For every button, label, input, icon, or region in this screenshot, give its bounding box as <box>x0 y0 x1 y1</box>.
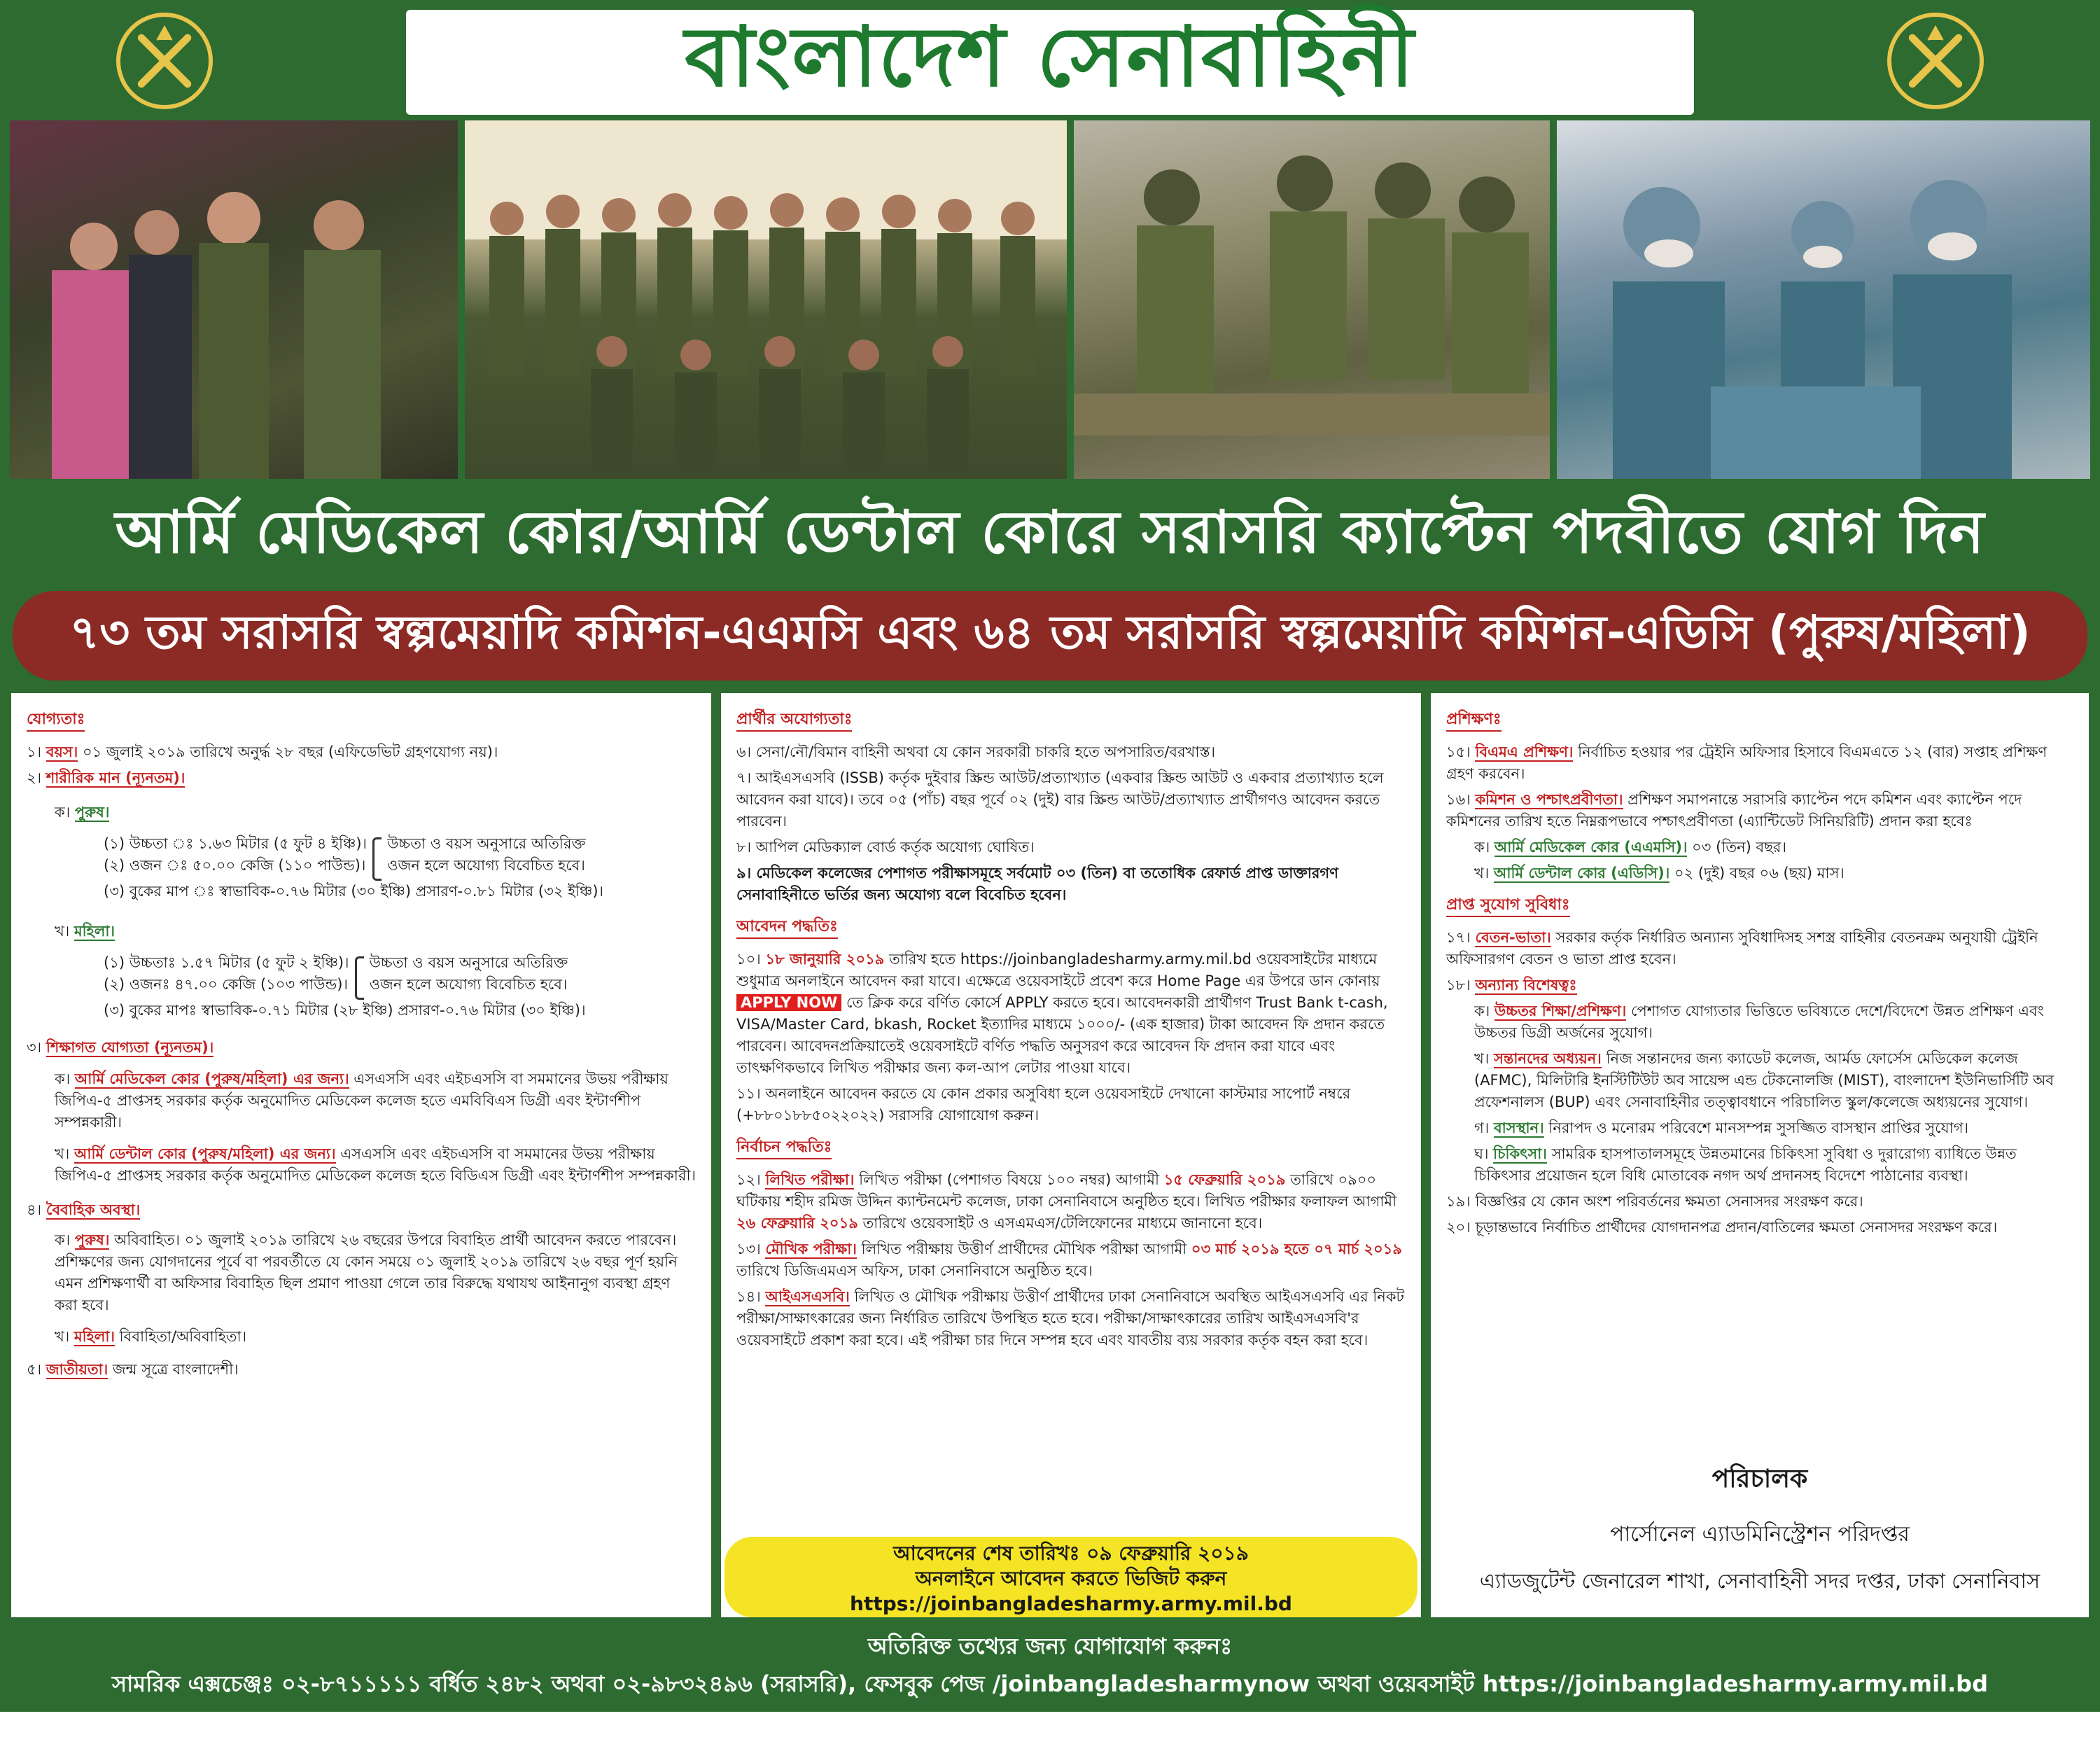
item-number: ক। <box>1474 839 1490 856</box>
item-number: ১। <box>27 744 42 760</box>
age-text: ০১ জুলাই ২০১৯ তারিখে অনুর্দ্ধ ২৮ বছর (এফিডেভিট গ্রহণযোগ্য নয়)। <box>82 744 498 760</box>
photo-ceremony <box>10 120 458 479</box>
item-number: ১২। <box>736 1171 761 1188</box>
photo-surgery <box>1557 120 2090 479</box>
edu-amc-text: এসএসসি এবং এইচএসসি বা সমমানের উভয় পরীক্ষায় জিপিএ-৫ প্রাপ্তসহ সরকার কর্তৃক অনুমোদিত মেডিকেল কলেজ হতে এমবিবিএস ডিগ্রী এবং ইন্টার্ণশীপ সম্পন্নকারী। <box>55 1070 668 1131</box>
marital-female-text: বিবাহিতা/অবিবাহিতা। <box>119 1328 247 1345</box>
item-number: খ। <box>1474 865 1490 881</box>
female-note-1: উচ্চতা ও বয়স অনুসারে অতিরিক্ত <box>369 954 568 971</box>
item-number: ক। <box>55 1232 71 1248</box>
children-study-text: নিজ সন্তানদের জন্য ক্যাডেট কলেজ, আর্মড ফোর্সেস মেডিকেল কলেজ (AFMC), মিলিটারি ইনস্টিটিউট অব সায়েন্স এন্ড টেকনোলজি (MIST), বাংলাদেশ ইউনিভার্সিটি অব প্রফেশনালস (BUP) এবং সেনাবাহিনীর তত্ত্বাবধানে পরিচালিত স্কুল/কলেজে অধ্যয়নের সুযোগ। <box>1474 1050 2054 1110</box>
header <box>0 0 2100 119</box>
page-title: বাংলাদেশ সেনাবাহিনী <box>685 8 1415 105</box>
label-marital-female: মহিলা। <box>74 1328 115 1345</box>
label-amc-seniority: আর্মি মেডিকেল কোর (এএমসি)। <box>1494 839 1688 856</box>
item-6: ৬। সেনা/নৌ/বিমান বাহিনী অথবা যে কোন সরকারী চাকরি হতে অপসারিত/বরখাস্ত। <box>736 744 1216 760</box>
item-12-text-a: লিখিত পরীক্ষা (পেশাগত বিষয়ে ১০০ নম্বর) আগামী <box>859 1171 1159 1188</box>
label-nationality: জাতীয়তা। <box>46 1361 108 1378</box>
headline-main-text: আর্মি মেডিকেল কোর/আর্মি ডেন্টাল কোরে সরাসরি ক্যাপ্টেন পদবীতে যোগ দিন <box>115 497 1985 566</box>
label-salary: বেতন-ভাতা। <box>1475 929 1551 946</box>
item-number: গ। <box>1474 1119 1490 1136</box>
item-number: খ। <box>1474 1050 1490 1067</box>
director-branch: এ্যাডজুটেন্ট জেনারেল শাখা, সেনাবাহিনী সদর দপ্তর, ঢাকা সেনানিবাস <box>1479 1569 2040 1593</box>
label-children-study: সন্তানদের অধ্যয়ন। <box>1494 1050 1602 1067</box>
apply-now-badge: APPLY NOW <box>736 994 841 1011</box>
label-adc-seniority: আর্মি ডেন্টাল কোর (এডিসি)। <box>1494 865 1670 881</box>
photo-cadets <box>465 120 1067 479</box>
item-9: ৯। মেডিকেল কলেজের পেশাগত পরীক্ষাসমূহে সর্বমোট ০৩ (তিন) বা ততোধিক রেফার্ড প্রাপ্ত ডাক্তারগণ সেনাবাহিনীতে ভর্তির জন্য অযোগ্য বলে বিবেচিত হবেন। <box>736 865 1338 903</box>
viva-date: ০৩ মার্চ ২০১৯ হতে ০৭ মার্চ ২০১৯ <box>1191 1241 1402 1257</box>
footer-contact-details: সামরিক এক্সচেঞ্জঃ ০২-৮৭১১১১১ বর্ধিত ২৪৮২ অথবা ০২-৯৮৩২৪৯৬ (সরাসরি), ফেসবুক পেজ /joinbangladesharmynow অথবা ওয়েবসাইট https://joinbangladesharmy.army.mil.bd <box>112 1670 1988 1697</box>
marital-male-text: অবিবাহিত। ০১ জুলাই ২০১৯ তারিখে ২৬ বছরের উপরে বিবাহিত প্রার্থী আবেদন করতে পারবেন। প্রশিক্ষণের জন্য যোগদানের পূর্বে বা পরবর্তীতে যে কোন সময়ে ০১ জুলাই ২০১৯ তারিখে ২৬ বছর পূর্ণ হয়নি এমন প্রশিক্ষণার্থী বা অফিসার বিবাহিত ছিল প্রমাণ পাওয়া গেলে তার বিরুদ্ধে যথাযথ আইনানুগ ব্যবস্থা গ্রহণ করা হবে। <box>55 1232 678 1313</box>
item-19: ১৯। বিজ্ঞপ্তির যে কোন অংশ পরিবর্তনের ক্ষমতা সেনাসদর সংরক্ষণ করে। <box>1446 1193 1863 1210</box>
label-bma: বিএমএ প্রশিক্ষণ। <box>1475 744 1574 760</box>
item-7: ৭। আইএসএসবি (ISSB) কর্তৃক দুইবার স্ক্রিন্ড আউট/প্রত্যাখ্যাত (একবার স্ক্রিন্ড আউট ও একবার প্রত্যাখ্যাত হলে আবেদন করা যাবে)। তবে ০৫ (পাঁচ) বছর পূর্বে ০২ (দুই) বার স্ক্রিন্ড আউট/প্রত্যাখ্যাত প্রার্থীগণও আবেদন করতে পারবেন। <box>736 769 1384 830</box>
section-heading: প্রশিক্ষণঃ <box>1446 709 1502 732</box>
higher-study-text: পেশাগত যোগ্যতার ভিত্তিতে ভবিষ্যতে দেশে/বিদেশে উন্নত প্রশিক্ষণ এবং উচ্চতর ডিগ্রী অর্জনের সুযোগ। <box>1474 1003 2044 1041</box>
item-number: ২। <box>27 769 42 786</box>
item-13-text-a: লিখিত পরীক্ষায় উত্তীর্ণ প্রার্থীদের মৌখিক পরীক্ষা আগামী <box>861 1241 1187 1257</box>
label-medical: চিকিৎসা। <box>1493 1145 1547 1162</box>
male-note-2: ওজন হলে অযোগ্য বিবেচিত হবে। <box>387 857 585 874</box>
label-physical: শারীরিক মান (ন্যূনতম)। <box>46 769 186 786</box>
item-14-text: লিখিত ও মৌখিক পরীক্ষায় উত্তীর্ণ প্রার্থীদের ঢাকা সেনানিবাসে অবস্থিত আইএসএসবি এর নিকট পরীক্ষা/সাক্ষাৎকারের জন্য নির্ধারিত তারিখে উপস্থিত হতে হবে। পরীক্ষা/সাক্ষাৎকারের তারিখ আইএসএসবি'র ওয়েবসাইটে প্রকাশ করা হবে। এই পরীক্ষা চার দিনে সম্পন্ন হবে এবং যাবতীয় ব্যয় সরকার কর্তৃক বহন করা হবে। <box>736 1288 1404 1348</box>
director-title: পরিচালক <box>1712 1465 1808 1493</box>
label-marital-male: পুরুষ। <box>74 1232 110 1248</box>
item-number: ১৬। <box>1446 791 1471 808</box>
brace <box>355 956 364 1000</box>
item-20: ২০। চূড়ান্তভাবে নির্বাচিত প্রার্থীদের যোগদানপত্র প্রদান/বাতিলের ক্ষমতা সেনাসদর সংরক্ষণ করে। <box>1446 1219 1998 1236</box>
army-emblem-icon <box>112 8 217 113</box>
item-number: ৪। <box>27 1201 42 1218</box>
item-number: ক। <box>55 804 71 821</box>
item-number: ১৭। <box>1446 929 1471 946</box>
section-heading: প্রার্থীর অযোগ্যতাঃ <box>736 709 852 732</box>
headline-commission-text: ৭৩ তম সরাসরি স্বল্পমেয়াদি কমিশন-এএমসি এবং ৬৪ তম সরাসরি স্বল্পমেয়াদি কমিশন-এডিসি (পুরুষ/মহিলা) <box>69 606 2031 660</box>
label-higher-study: উচ্চতর শিক্ষা/প্রশিক্ষণ। <box>1494 1003 1627 1019</box>
written-exam-date: ১৫ ফেব্রুয়ারি ২০১৯ <box>1163 1171 1286 1188</box>
label-issb: আইএসএসবি। <box>765 1288 850 1305</box>
item-number: ১৫। <box>1446 744 1471 760</box>
column-eligibility <box>11 693 711 1617</box>
label-other-features: অন্যান্য বিশেষত্বঃ <box>1475 977 1577 993</box>
amc-seniority: ০৩ (তিন) বছর। <box>1692 839 1786 856</box>
edu-adc-text: এসএসসি এবং এইচএসসি বা সমমানের উভয় পরীক্ষায় জিপিএ-৫ প্রাপ্তসহ সরকার কর্তৃক অনুমোদিত মেডিকেল কলেজ হতে বিডিএস ডিগ্রী এবং ইন্টার্ণশীপ সম্পন্নকারী। <box>55 1145 696 1184</box>
label-viva: মৌখিক পরীক্ষা। <box>765 1241 857 1257</box>
item-number: ১০। <box>736 951 761 968</box>
item-number: ক। <box>55 1070 71 1087</box>
section-heading: যোগ্যতাঃ <box>27 709 85 732</box>
male-height: (১) উচ্চতা ঃ ১.৬৩ মিটার (৫ ফুট ৪ ইঞ্চি)। <box>104 835 368 852</box>
section-heading: নির্বাচন পদ্ধতিঃ <box>736 1136 832 1159</box>
deadline-url[interactable]: https://joinbangladesharmy.army.mil.bd <box>850 1592 1292 1615</box>
salary-text: সরকার কর্তৃক নির্ধারিত অন্যান্য সুবিধাদিসহ সশস্ত্র বাহিনীর বেতনক্রম অনুযায়ী ট্রেইনি অফিসারগণ বেতন ও ভাতা প্রাপ্ত হবেন। <box>1446 929 2038 968</box>
item-13-text-b: তারিখে ডিজিএমএস অফিস, ঢাকা সেনানিবাসে অনুষ্ঠিত হবে। <box>736 1262 1093 1279</box>
item-number: ক। <box>1474 1003 1490 1019</box>
title-box <box>406 10 1694 115</box>
housing-text: নিরাপদ ও মনোরম পরিবেশে মানসম্পন্ন সুসজ্জিত বাসস্থান প্রাপ্তির সুযোগ। <box>1548 1119 1968 1136</box>
nationality-text: জন্ম সূত্রে বাংলাদেশী। <box>112 1361 239 1378</box>
commission-text: প্রশিক্ষণ সমাপনান্তে সরাসরি ক্যাপ্টেন পদে কমিশন এবং ক্যাপ্টেন পদে কমিশনের তারিখ হতে নিম্নরূপভাবে পশ্চাৎপ্রবীণতা (এ্যান্টিডেট সিনিয়রিটি) প্রদান করা হবেঃ <box>1446 791 2022 830</box>
label-male: পুরুষ। <box>74 804 110 821</box>
item-10-text-a: তারিখ হতে https://joinbangladesharmy.army.mil.bd ওয়েবসাইটের মাধ্যমে শুধুমাত্র অনলাইনে আবেদন করা যাবে। এক্ষেত্রে ওয়েবসাইটে প্রবেশ করে Home Page এর উপরে ডান কোনায় <box>736 951 1380 989</box>
brace <box>372 837 382 881</box>
item-number: ৫। <box>27 1361 42 1378</box>
item-number: ১৪। <box>736 1288 761 1305</box>
item-12-text-b: তারিখে ০৯০০ ঘটিকায় শহীদ রমিজ উদ্দিন ক্যান্টনমেন্ট কলেজ, ঢাকা সেনানিবাসে অনুষ্ঠিত হবে। লিখিত পরীক্ষার ফলাফল আগামী <box>736 1171 1397 1210</box>
item-12-text-c: তারিখে ওয়েবসাইট ও এসএমএস/টেলিফোনের মাধ্যমে জানানো হবে। <box>862 1215 1263 1232</box>
deadline-date: আবেদনের শেষ তারিখঃ ০৯ ফেব্রুয়ারি ২০১৯ <box>893 1542 1249 1565</box>
female-note-2: ওজন হলে অযোগ্য বিবেচিত হবে। <box>369 976 568 993</box>
female-height: (১) উচ্চতাঃ ১.৫৭ মিটার (৫ ফুট ২ ইঞ্চি)। <box>104 954 349 971</box>
adc-seniority: ০২ (দুই) বছর ০৬ (ছয়) মাস। <box>1674 865 1844 881</box>
item-number: ১৩। <box>736 1241 761 1257</box>
label-written-exam: লিখিত পরীক্ষা। <box>765 1171 855 1188</box>
deadline-visit: অনলাইনে আবেদন করতে ভিজিট করুন <box>915 1567 1227 1590</box>
section-heading: প্রাপ্ত সুযোগ সুবিধাঃ <box>1446 894 1570 917</box>
headline-main <box>0 483 2100 588</box>
male-weight: (২) ওজন ঃ ৫০.০০ কেজি (১১০ পাউন্ড)। <box>104 857 366 874</box>
headline-commission-band <box>13 591 2087 681</box>
item-number: খ। <box>55 1328 70 1345</box>
male-note-1: উচ্চতা ও বয়স অনুসারে অতিরিক্ত <box>387 835 586 852</box>
deadline-box <box>724 1537 1418 1617</box>
item-number: ঘ। <box>1474 1145 1489 1162</box>
item-number: ১৮। <box>1446 977 1471 993</box>
footer-contact-heading: অতিরিক্ত তথ্যের জন্য যোগাযোগ করুনঃ <box>867 1633 1233 1659</box>
director-signature <box>1431 1460 2089 1600</box>
label-commission: কমিশন ও পশ্চাৎপ্রবীণতা। <box>1475 791 1623 808</box>
label-housing: বাসস্থান। <box>1493 1119 1544 1136</box>
result-date: ২৬ ফেব্রুয়ারি ২০১৯ <box>736 1215 858 1232</box>
apply-start-date: ১৮ জানুয়ারি ২০১৯ <box>765 951 885 968</box>
item-8: ৮। আপিল মেডিক্যাল বোর্ড কর্তৃক অযোগ্য ঘোষিত। <box>736 839 1035 856</box>
section-heading: আবেদন পদ্ধতিঃ <box>736 916 838 939</box>
label-age: বয়স। <box>46 744 78 760</box>
item-10 <box>736 949 1406 1079</box>
item-number: ৩। <box>27 1039 42 1056</box>
item-number: খ। <box>55 1145 70 1162</box>
label-female: মহিলা। <box>74 923 115 940</box>
label-amc: আর্মি মেডিকেল কোর (পুরুষ/মহিলা) এর জন্য। <box>74 1070 349 1087</box>
item-11: ১১। অনলাইনে আবেদন করতে যে কোন প্রকার অসুবিধা হলে ওয়েবসাইটে দেখানো কাস্টমার সাপোর্ট নম্বরে (+৮৮০১৮৮৫০২২০২২) সরাসরি যোগাযোগ করুন। <box>736 1085 1351 1124</box>
photo-stretcher <box>1074 120 1550 479</box>
male-chest: (৩) বুকের মাপ ঃ স্বাভাবিক-০.৭৬ মিটার (৩০ ইঞ্চি) প্রসারণ-০.৮১ মিটার (৩২ ইঞ্চি)। <box>104 883 604 900</box>
medical-text: সামরিক হাসপাতালসমূহে উন্নতমানের চিকিৎসা সুবিধা ও দুরারোগ্য ব্যাধিতে উন্নত চিকিৎসার প্রয়োজন হলে বিধি মোতাবেক নগদ অর্থ প্রদানসহ বিদেশে পাঠানোর ব্যবস্থা। <box>1474 1145 2017 1184</box>
label-education: শিক্ষাগত যোগ্যতা (ন্যূনতম)। <box>46 1039 214 1056</box>
item-10-text-b: তে ক্লিক করে বর্ণিত কোর্সে APPLY করতে হবে। আবেদনকারী প্রার্থীগণ Trust Bank t-cash, VISA/Master Card, bkash, Rocket ইত্যাদির মাধ্যমে ১০০০/- (এক হাজার) টাকা আবেদন ফি প্রদান করতে পারবেন। আবেদনপ্রক্রিয়াতেই ওয়েবসাইটে বর্ণিত পদ্ধতি অনুসরণ করে আবেদন ফি প্রদান করা যাবে এবং তাৎক্ষণিকভাবে লিখিত পরীক্ষার জন্য কল-আপ লেটার পাওয়া যাবে। <box>736 994 1388 1076</box>
female-chest: (৩) বুকের মাপঃ স্বাভাবিক-০.৭১ মিটার (২৮ ইঞ্চি) প্রসারণ-০.৭৬ মিটার (৩০ ইঞ্চি)। <box>104 1002 586 1019</box>
female-weight: (২) ওজনঃ ৪৭.০০ কেজি (১০৩ পাউন্ড)। <box>104 976 348 993</box>
label-adc: আর্মি ডেন্টাল কোর (পুরুষ/মহিলা) এর জন্য। <box>74 1145 336 1162</box>
item-number: খ। <box>55 923 70 940</box>
column-application <box>721 693 1421 1617</box>
army-emblem-icon <box>1883 8 1988 113</box>
bma-text: নির্বাচিত হওয়ার পর ট্রেইনি অফিসার হিসাবে বিএমএতে ১২ (বার) সপ্তাহ প্রশিক্ষণ গ্রহণ করবেন। <box>1446 744 2047 782</box>
director-department: পার্সোনেল এ্যাডমিনিস্ট্রেশন পরিদপ্তর <box>1610 1522 1910 1547</box>
label-marital: বৈবাহিক অবস্থা। <box>46 1201 141 1218</box>
photo-strip <box>10 120 2090 479</box>
